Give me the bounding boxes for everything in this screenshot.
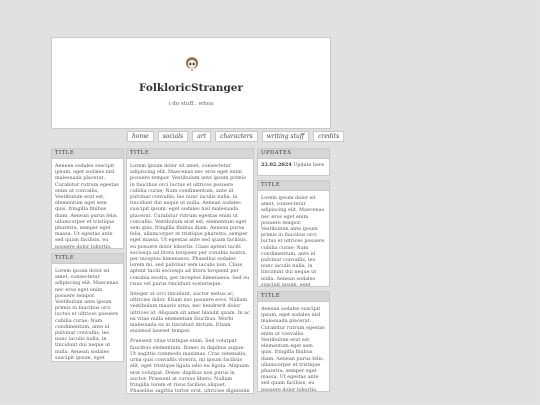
right-box-1 [257,180,330,287]
nav-socials[interactable]: socials [158,131,189,142]
right-box-2 [257,291,330,392]
update-date: 22.02.2024 [261,162,292,168]
main-paragraph-2: Integer at orci tincidunt, auctor metus ac, ultricies dolor. Etiam nec posuere eros. Nullam vestibulum mauris urna, nec hendrerit dolor ultrices id. Aliquam sit amet blandit quam. In ac ex vitae nulla elementum faucibus. Morbi malesuada ex in tincidunt dictum. Etiam euismod laoreet tempor. [130,291,250,335]
box-text: Aenean sodales suscipit ipsum, eget sodales nisl malesuada placerat. Curabitur rutrum egestas enim ut convallis. Vestibulum erat est, elementum eget sem quis, fringilla finibus diam. Aenean purus felis, ullamcorper et tristique pharetra, semper eget massa. Ut egestas ante sed quam facilisis, eu posuere dolor lobortis. [261,306,325,392]
box-text: Aenean sodales suscipit ipsum, eget sodales nisl malesuada placerat. Curabitur rutrum egestas enim ut convallis. Vestibulum erat est, elementum eget sem quis, fringilla finibus diam. Aenean purus felis, ullamcorper et tristique pharetra, semper eget massa. Ut egestas ante sed quam facilisis, eu posuere dolor lobortis. [55,163,119,249]
box-title: TITLE [52,149,123,159]
box-text: Lorem ipsum dolor sit amet, consectetur adipiscing elit. Maecenas nec eros eget enim posuere tempor. Vestibulum ante ipsum primis in faucibus orci luctus et ultrices posuere cubilia curae; Nam condimentum, ante id pulvinar convallis, leo nunc iaculis nulla, in tincidunt dui neque ut nulla. Aenean sodales suscipit ipsum, eget [55,268,119,361]
nav-writing-stuff[interactable]: writing stuff [262,131,309,142]
main-paragraph-3: Praesent vitae tristique enim. Sed volutpat faucibus elementum. Donec in dapibus augue. Ut sagittis commodo maximus. Cras venenatis, urna quis convallis viverra, mi ipsum facilisis elit, eget tristique ligula odio eu ligula. Aliquam erat volutpat. Donec dapibus non purus in auctor. Praesent at cursus libero. Nullam fringilla lorem et risus facilisis aliquet. Phasellus sagittis tortor erat, ultricies dignissim [130,338,250,394]
main-paragraph-1: Lorem ipsum dolor sit amet, consectetur adipiscing elit. Maecenas nec eros eget enim posuere tempor. Vestibulum ante ipsum primis in faucibus orci luctus et ultrices posuere cubilia curae; Nam condimentum, ante id pulvinar convallis, leo nunc iaculis nulla, in tincidunt dui neque ut nulla. Aenean sodales suscipit ipsum, eget sodales nisl malesuada placerat. Curabitur rutrum egestas enim ut convallis. Vestibulum erat est, elementum eget sem quis, fringilla finibus diam. Aenean purus felis, ullamcorper et tristique pharetra, semper eget massa. Ut egestas ante sed quam facilisis, eu posuere dolor lobortis. Class aptent taciti sociosqu ad litora torquent per conubia nostra, per inceptos himenaeos. Phasellus sodales lorem mi, sed pulvinar sem iaculis non. Class aptent taciti sociosqu ad litora torquent per conubia nostra, per inceptos himenaeos. Sed eu risus vel purus tincidunt scelerisque. [130,163,250,287]
skull-avatar-icon [185,57,199,72]
nav-home[interactable]: home [127,131,154,142]
updates-box [257,148,330,176]
left-box-2 [51,253,124,362]
box-text: Lorem ipsum dolor sit amet, consectetur adipiscing elit. Maecenas nec eros eget enim posuere tempor. Vestibulum ante ipsum primis in faucibus orci luctus et ultrices posuere cubilia curae; Nam condimentum, ante id pulvinar convallis, leo nunc iaculis nulla, in tincidunt dui neque ut nulla. Aenean sodales suscipit ipsum, eget [261,195,325,287]
box-title: TITLE [258,181,329,191]
nav-characters[interactable]: characters [215,131,258,142]
main-title: TITLE [127,149,253,159]
update-text: Update here [293,162,325,168]
updates-title: UPDATES [258,149,329,159]
nav-credits[interactable]: credits [313,131,344,142]
main-content-box [126,148,254,394]
nav-art[interactable]: art [192,131,211,142]
left-box-1 [51,148,124,249]
box-title: TITLE [258,292,329,302]
main-nav [127,131,344,142]
site-title: FolkloricStranger [138,82,243,94]
site-tagline: i do stuff.. whoa [168,101,214,107]
box-title: TITLE [52,254,123,264]
site-header [51,37,331,129]
